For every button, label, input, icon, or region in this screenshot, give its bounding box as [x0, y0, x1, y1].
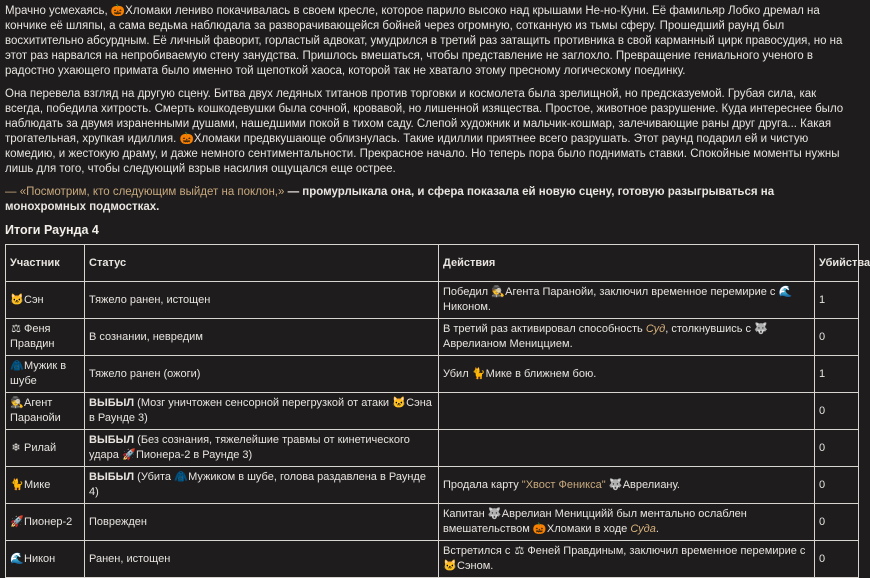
- participant-name: Пионер-2: [24, 515, 73, 528]
- story-paragraph-1: Мрачно усмехаясь, 🎃Хломаки лениво покачивалась в своем кресле, которое парило высоко над крышами Не-но-Куни. Её фамильяр Лобко дремал на кончике её шляпы, а сама ведьма наблюдала за разворачивающейся бойней через огромную, сотканную из тьмы сферу. Прошедший раунд был восхитительно абсурдным. Её личный фаворит, горластый адвокат, умудрился в третий раз затащить противника в свой карманный цирк правосудия, но на этот раз нарвался на непробиваемую стену занудства. Пришлось вмешаться, чтобы представление не заглохло. Превращение гениального ученого в радостно ухающего примата было именно той щепоткой хаоса, которой так не хватало этому пресному логическому поединку.: [5, 5, 843, 77]
- kills-cell: 0: [815, 393, 859, 430]
- table-row: [6, 541, 859, 578]
- coat-icon: 🧥: [10, 360, 24, 372]
- participant-name: Мужик в шубе: [10, 360, 67, 387]
- actions-cell: Продала карту "Хвост Феникса" 🐺Аврелиану.: [439, 467, 815, 504]
- participant-name: Феня Правдин: [10, 323, 55, 350]
- kills-cell: 0: [815, 541, 859, 578]
- kills-cell: 0: [815, 467, 859, 504]
- participant-name: Рилай: [24, 441, 57, 454]
- table-row: [6, 467, 859, 504]
- participant-name: Никон: [24, 552, 56, 565]
- agent-icon: 🕵: [10, 397, 24, 409]
- table-row: [6, 282, 859, 319]
- agent-icon: 🕵: [491, 286, 505, 298]
- wave-icon: 🌊: [10, 552, 24, 565]
- snowflake-icon: ❄: [11, 441, 21, 454]
- status-cell: Тяжело ранен (ожоги): [85, 356, 439, 393]
- participant-cell: [6, 356, 85, 393]
- status-cell: В сознании, невредим: [85, 319, 439, 356]
- table-row: [6, 356, 859, 393]
- table-row: [6, 393, 859, 430]
- pumpkin-icon: 🎃: [532, 523, 547, 535]
- kills-cell: 1: [815, 356, 859, 393]
- table-row: [6, 319, 859, 356]
- rocket-icon: 🚀: [10, 515, 24, 528]
- participant-cell: [6, 282, 85, 319]
- story-paragraph-3: [5, 185, 857, 215]
- rocket-icon: 🚀: [121, 449, 136, 461]
- header-actions: Действия: [439, 245, 815, 282]
- scales-icon: ⚖: [514, 545, 525, 557]
- status-cell: Тяжело ранен, истощен: [85, 282, 439, 319]
- actions-cell: Встретился с ⚖ Феней Правдиным, заключил временное перемирие с 🐱Сэном.: [439, 541, 815, 578]
- table-row: [6, 504, 859, 541]
- actions-cell: [439, 430, 815, 467]
- actions-cell: Победил 🕵Агента Паранойи, заключил временное перемирие с 🌊Никоном.: [439, 282, 815, 319]
- cat2-icon: 🐈: [471, 367, 486, 380]
- status-cell: ВЫБЫЛ (Без сознания, тяжелейшие травмы от кинетического удара 🚀Пионера-2 в Раунде 3): [85, 430, 439, 467]
- cat-icon: 🐱: [443, 560, 457, 572]
- table-row: [6, 430, 859, 467]
- table-header-row: [6, 245, 859, 282]
- participant-cell: [6, 504, 85, 541]
- participant-name: Сэн: [24, 293, 44, 306]
- participant-cell: [6, 430, 85, 467]
- status-cell: Поврежден: [85, 504, 439, 541]
- participant-name: Агент Паранойи: [10, 397, 61, 424]
- header-kills: Убийства: [815, 245, 859, 282]
- cat2-icon: 🐈: [10, 478, 24, 491]
- header-participant: Участник: [6, 245, 85, 282]
- status-cell: ВЫБЫЛ (Убита 🧥Мужиком в шубе, голова раздавлена в Раунде 4): [85, 467, 439, 504]
- kills-cell: 0: [815, 319, 859, 356]
- coat-icon: 🧥: [174, 471, 188, 483]
- wolf-icon: 🐺: [487, 508, 502, 520]
- results-table: [5, 244, 870, 578]
- story-paragraph-2: Она перевела взгляд на другую сцену. Битва двух ледяных титанов против торговки и космолета была зрелищной, но предсказуемой. Грубая сила, как всегда, победила хитрость. Смерть кошкодевушки была сочной, кровавой, но лишенной изящества. Простое, животное разрушение. Куда интереснее было наблюдать за двумя израненными душами, нашедшими покой в тихом саду. Слепой художник и мальчик-кошмар, залечивающие раны друг друга... Какая трогательная, хрупкая идиллия. 🎃Хломаки предвкушающе облизнулась. Такие идиллии приятнее всего разрушать. Этот раунд подарил ей и чистую комедию, и жестокую драму, и даже немного сентиментальности. Прекрасное начало. Но теперь пора было поднимать ставки. Спокойные моменты нужны лишь для того, чтобы следующий взрыв насилия ощущался еще острее.: [5, 88, 844, 175]
- actions-cell: Убил 🐈Мике в ближнем бою.: [439, 356, 815, 393]
- actions-cell: [439, 393, 815, 430]
- actions-cell: Капитан 🐺Аврелиан Мениццийй был ментально ослаблен вмешательством 🎃Хломаки в ходе Суда.: [439, 504, 815, 541]
- header-status: Статус: [85, 245, 439, 282]
- status-cell: ВЫБЫЛ (Мозг уничтожен сенсорной перегрузкой от атаки 🐱Сэна в Раунде 3): [85, 393, 439, 430]
- scales-icon: ⚖: [11, 323, 21, 335]
- wolf-icon: 🐺: [608, 478, 623, 491]
- participant-cell: [6, 319, 85, 356]
- story-quote: — «Посмотрим, кто следующим выйдет на поклон,»: [5, 186, 285, 198]
- cat-icon: 🐱: [10, 293, 24, 306]
- kills-cell: 0: [815, 504, 859, 541]
- cat-icon: 🐱: [392, 397, 406, 409]
- wave-icon: 🌊: [778, 286, 793, 298]
- kills-cell: 1: [815, 282, 859, 319]
- kills-cell: 0: [815, 430, 859, 467]
- participant-cell: [6, 393, 85, 430]
- participant-name: Мике: [24, 478, 51, 491]
- story-quote-rest: — промурлыкала она, и сфера показала ей новую сцену, готовую разыгрываться на монохромных подмостках.: [5, 186, 775, 213]
- participant-cell: [6, 467, 85, 504]
- results-title: Итоги Раунда 4: [5, 223, 99, 237]
- wolf-icon: 🐺: [754, 323, 768, 335]
- participant-cell: [6, 541, 85, 578]
- actions-cell: В третий раз активировал способность Суд, столкнувшись с 🐺Аврелианом Мениццием.: [439, 319, 815, 356]
- status-cell: Ранен, истощен: [85, 541, 439, 578]
